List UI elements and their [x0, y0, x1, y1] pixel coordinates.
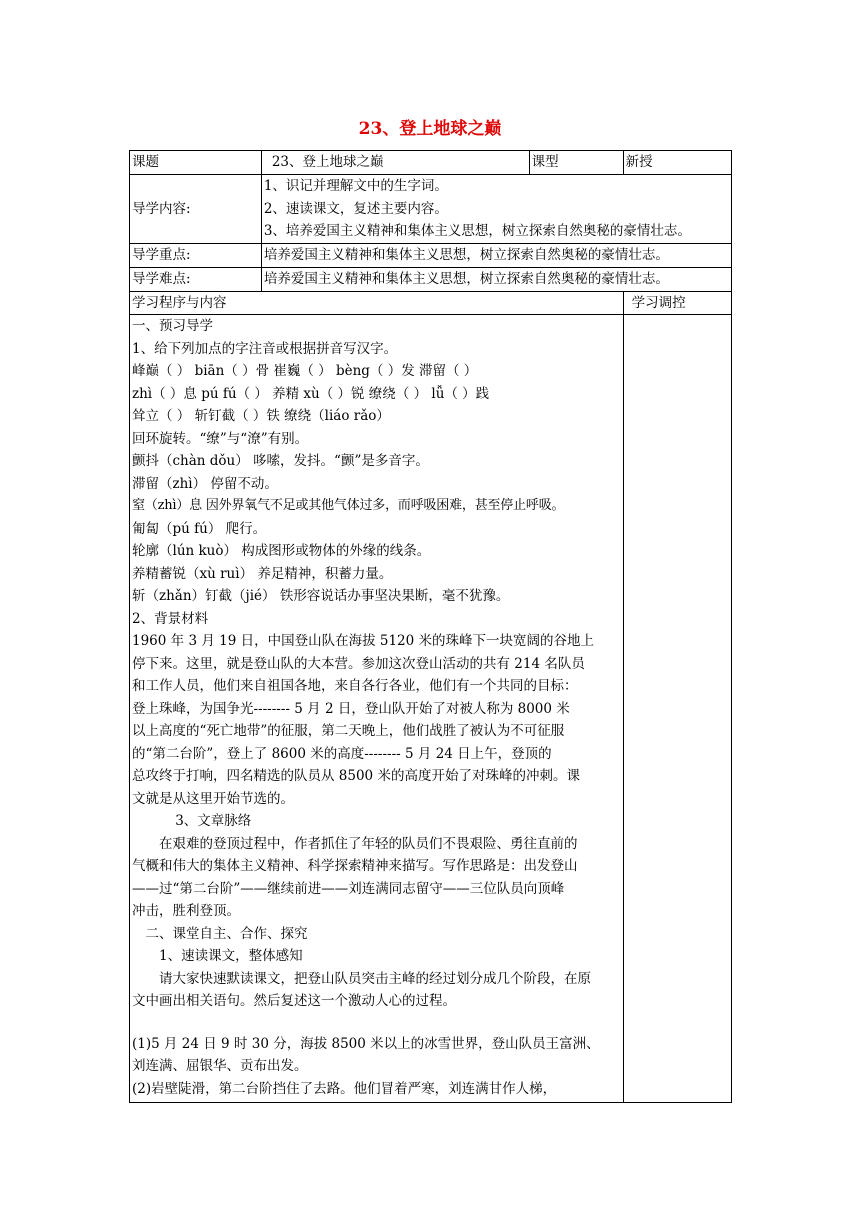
lesson-plan-table — [129, 150, 732, 1103]
row-program-header — [130, 291, 732, 315]
topic-label: 课题 — [130, 151, 262, 175]
background-line: 和工作人员，他们来自祖国各地，来自各行各业，他们有一个共同的目标： — [132, 678, 578, 694]
page-title: 23、登上地球之巅 — [358, 119, 502, 139]
vocab-item: 窒（zhì）息 因外界氧气不足或其他气体过多，而呼吸困难，甚至停止呼吸。 — [132, 498, 565, 513]
question-1: 1、给下列加点的字注音或根据拼音写汉字。 — [132, 340, 398, 357]
difficulty-value: 培养爱国主义精神和集体主义思想，树立探索自然奥秘的豪情壮志。 — [261, 267, 731, 291]
background-line: 以上高度的“死亡地带”的征服，第二天晚上，他们战胜了被认为不可征服 — [132, 723, 565, 739]
vocab-item: 匍匐（pú fú） 爬行。 — [132, 520, 267, 537]
guide-item-3: 3、培养爱国主义精神和集体主义思想，树立探索自然奥秘的豪情壮志。 — [263, 223, 691, 239]
stage-line: (2)岩壁陡滑，第二台阶挡住了去路。他们冒着严寒，刘连满甘作人梯， — [132, 1080, 557, 1097]
pinyin-line-3: 耸立（ ） 斩钉截（ ）铁 缭绕（liáo rǎo） — [132, 408, 390, 424]
outline-line: 冲击，胜利登顶。 — [132, 903, 240, 919]
background-line: 登上珠峰，为国争光-------- 5 月 2 日，登山队开始了对被人称为 8000 米 — [132, 700, 570, 717]
outline-line: 气概和伟大的集体主义精神、科学探索精神来描写。写作思路是：出发登山 — [132, 858, 578, 874]
task-line: 文中画出相关语句。然后复述这一个激动人心的过程。 — [132, 993, 456, 1009]
row-key-point — [130, 243, 732, 267]
vocab-item: 颤抖（chàn dǒu） 哆嗦，发抖。“颤”是多音字。 — [132, 453, 429, 469]
row-guide-content — [130, 175, 732, 244]
lesson-type-label: 课型 — [529, 151, 623, 175]
task-line: 请大家快速默读课文，把登山队员突击主峰的经过划分成几个阶段，在原 — [159, 970, 591, 987]
row-difficulty — [130, 267, 732, 291]
lesson-type-value: 新授 — [623, 151, 731, 175]
control-column — [623, 315, 731, 1103]
difficulty-label: 导学难点: — [130, 267, 262, 291]
section-2-heading: 2、背景材料 — [132, 610, 209, 627]
stage-line: 刘连满、屈银华、贡布出发。 — [132, 1058, 308, 1074]
background-line: 文就是从这里开始节选的。 — [132, 790, 294, 807]
background-line: 1960 年 3 月 19 日，中国登山队在海拔 5120 米的珠峰下一块宽阔的谷地上 — [132, 633, 595, 649]
outline-line: 在艰难的登顶过程中，作者抓住了年轻的队员们不畏艰险、勇往直前的 — [159, 835, 578, 852]
section-1-heading: 一、预习导学 — [132, 318, 213, 334]
guide-item-2: 2、速读课文，复述主要内容。 — [263, 200, 448, 217]
background-line: 停下来。这里，就是登山队的大本营。参加这次登山活动的共有 214 名队员 — [132, 655, 585, 672]
background-line: 的“第二台阶”，登上了 8600 米的高度-------- 5 月 24 日上午，登顶的 — [132, 745, 552, 762]
outline-line: ——过“第二台阶”——继续前进——刘连满同志留守——三位队员向顶峰 — [132, 880, 565, 897]
spacer — [132, 1013, 621, 1033]
vocab-item: 回环旋转。“缭”与“潦”有别。 — [132, 430, 309, 447]
vocab-item: 斩（zhǎn）钉截（jié） 铁形容说话办事坚决果断，毫不犹豫。 — [132, 588, 510, 604]
guide-content-label: 导学内容: — [130, 175, 262, 244]
guide-item-1: 1、识记并理解文中的生字词。 — [263, 178, 448, 194]
program-content — [130, 315, 624, 1103]
stage-line: (1)5 月 24 日 9 时 30 分，海拔 8500 米以上的冰雪世界，登山队员王富洲、 — [132, 1035, 600, 1052]
vocab-item: 滞留（zhì） 停留不动。 — [132, 475, 278, 492]
part-2-subheading: 1、速读课文，整体感知 — [159, 948, 303, 964]
row-program-body — [130, 315, 732, 1103]
key-point-label: 导学重点: — [130, 243, 262, 267]
topic-value: 23、登上地球之巅 — [261, 151, 529, 175]
background-line: 总攻终于打响，四名精选的队员从 8500 米的高度开始了对珠峰的冲刺。课 — [132, 768, 580, 784]
pinyin-line-2: zhì（ ）息 pú fú（ ） 养精 xù（ ）锐 缭绕（ ） lǚ（ ）践 — [132, 385, 490, 402]
key-point-value: 培养爱国主义精神和集体主义思想，树立探索自然奥秘的豪情壮志。 — [261, 243, 731, 267]
section-3-heading: 3、文章脉络 — [175, 813, 252, 829]
part-2-heading: 二、课堂自主、合作、探究 — [145, 925, 308, 942]
pinyin-line-1: 峰巅（ ） biān（ ）骨 崔巍（ ） bèng（ ）发 滞留（ ） — [132, 363, 478, 379]
row-topic — [130, 151, 732, 175]
control-header: 学习调控 — [623, 291, 731, 315]
program-header: 学习程序与内容 — [130, 291, 624, 315]
guide-content-list — [261, 175, 731, 244]
vocab-item: 轮廓（lún kuò） 构成图形或物体的外缘的线条。 — [132, 543, 431, 559]
vocab-item: 养精蓄锐（xù ruì） 养足精神，积蓄力量。 — [132, 565, 393, 582]
